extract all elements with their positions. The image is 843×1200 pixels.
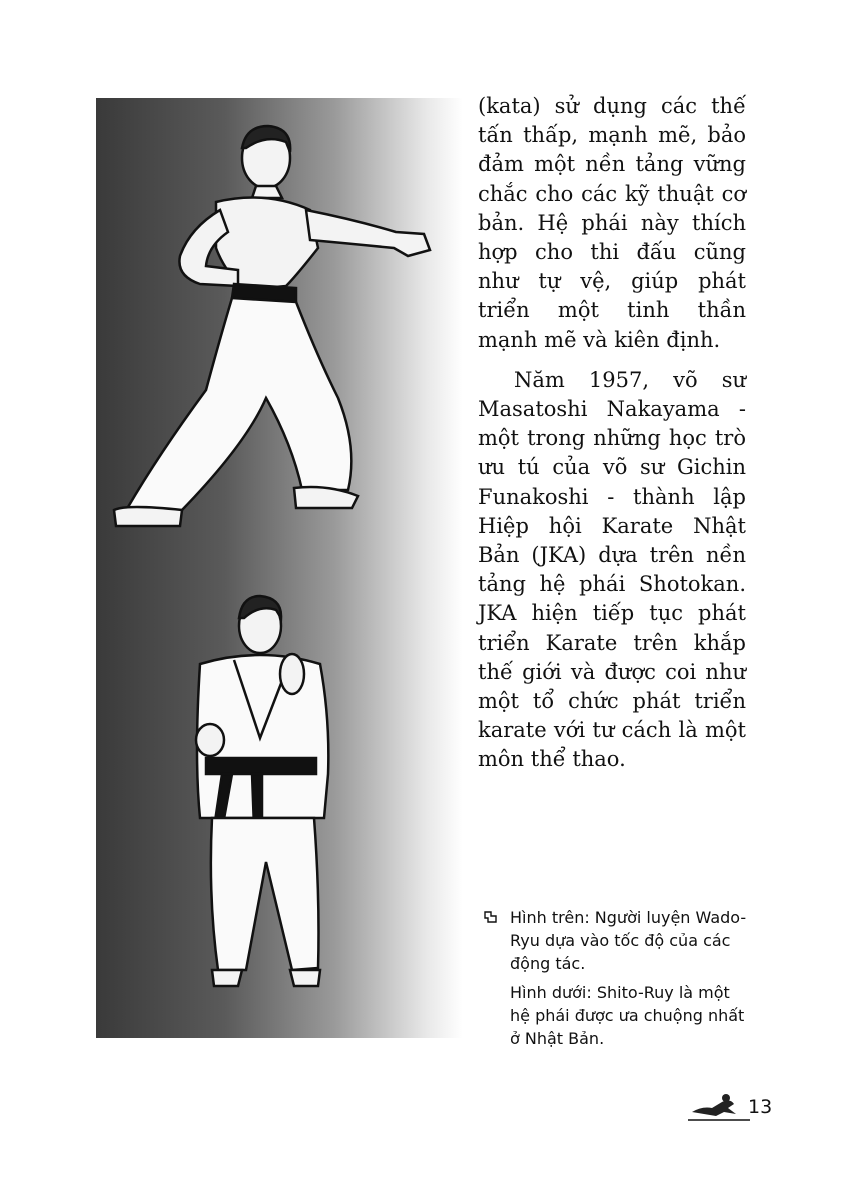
paragraph-1: (kata) sử dụng các thế tấn thấp, mạnh mẽ, bảo đảm một nền tảng vững chắc cho các kỹ thuật cơ bản. Hệ phái này thích hợp cho thi đấu cũng như tự vệ, giúp phát triển một tinh thần mạnh mẽ và kiên định. [478, 94, 746, 352]
caption-top: Hình trên: Người luyện Wado-Ryu dựa vào tốc độ của các động tác. [510, 908, 747, 973]
page-number: 13 [748, 1096, 773, 1118]
punching-arm [306, 210, 430, 256]
illustration-panel [96, 98, 463, 1038]
caption-bottom: Hình dưới: Shito-Ruy là một hệ phái được ưa chuộng nhất ở Nhật Bản. [510, 983, 745, 1048]
page-footer [688, 1088, 778, 1128]
shito-ryu-figure [196, 596, 328, 986]
wado-ryu-figure [114, 126, 430, 526]
pants-top [124, 298, 351, 514]
arrow-bullet-icon [484, 910, 498, 924]
karate-kick-ornament-icon [688, 1088, 750, 1124]
main-text [478, 92, 746, 786]
paragraph-2: Năm 1957, võ sư Masatoshi Nakayama - một trong những học trò ưu tú của võ sư Gichin Funakoshi - thành lập Hiệp hội Karate Nhật Bản (JKA) dựa trên nền tảng hệ phái Shotokan. JKA hiện tiếp tục phát triển Karate trên khắp thế giới và được coi như một tổ chức phát triển karate với tư cách là một môn thể thao. [478, 367, 746, 772]
belt-bottom [206, 758, 316, 774]
figure-caption [486, 906, 754, 1056]
gi-pants [211, 818, 319, 970]
karate-illustrations [96, 98, 463, 1038]
